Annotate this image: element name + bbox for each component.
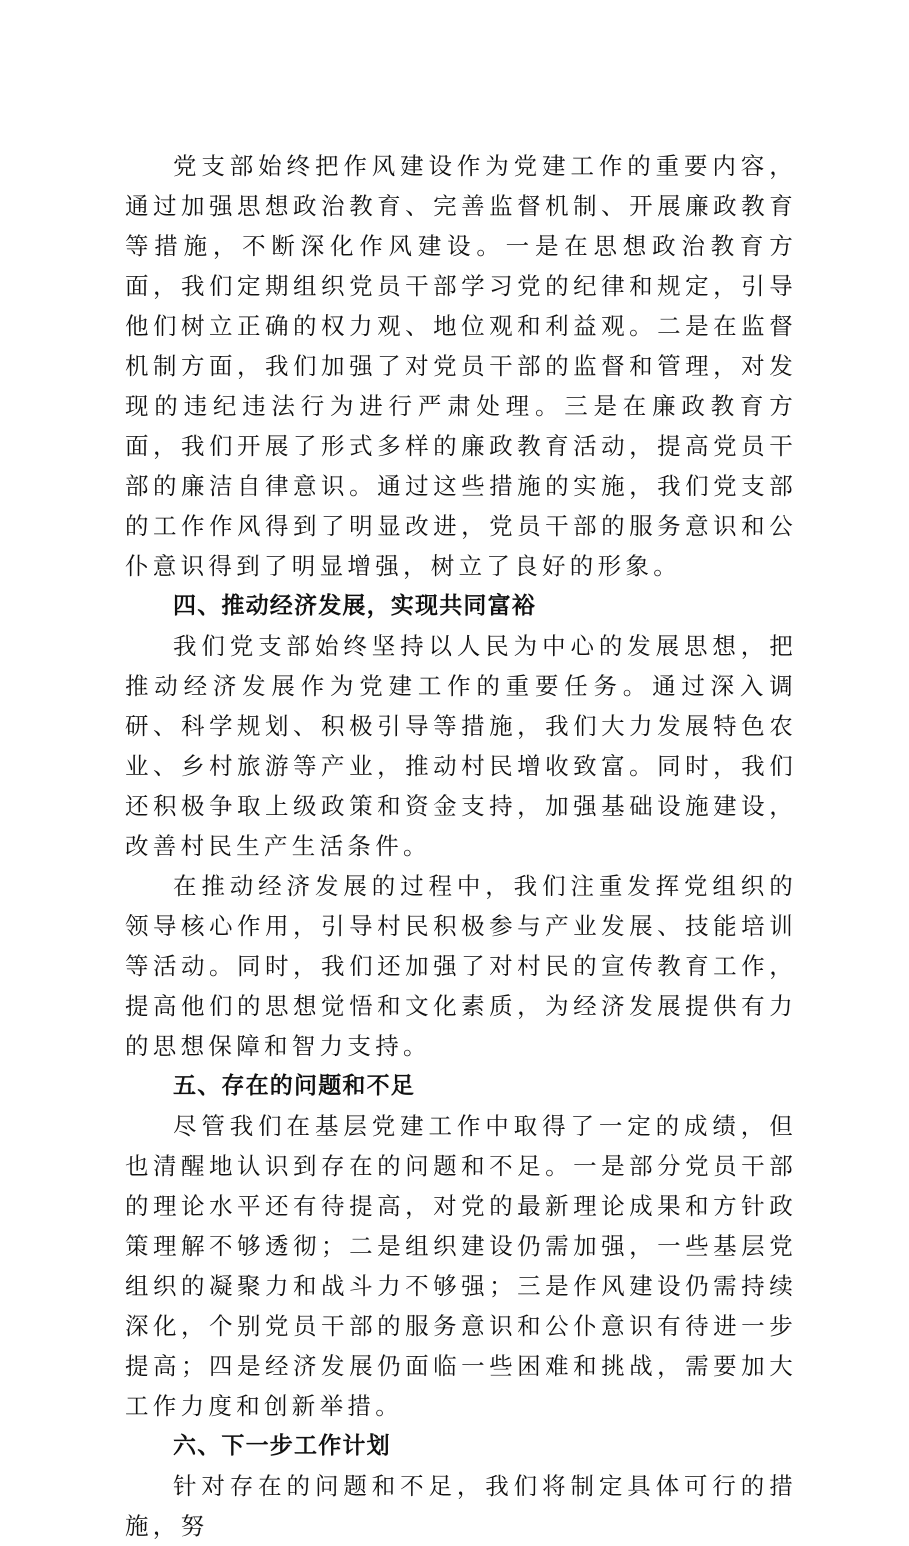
document-body <box>125 146 797 1546</box>
section-heading-6: 六、下一步工作计划 <box>173 1433 391 1459</box>
paragraph-party-leadership: 在推动经济发展的过程中，我们注重发挥党组织的领导核心作用，引导村民积极参与产业发展、技能培训等活动。同时，我们还加强了对村民的宣传教育工作，提高他们的思想觉悟和文化素质，为经济发展提供有力的思想保障和智力支持。 <box>125 872 797 1060</box>
paragraph-problems: 尽管我们在基层党建工作中取得了一定的成绩，但也清醒地认识到存在的问题和不足。一是部分党员干部的理论水平还有待提高，对党的最新理论成果和方针政策理解不够透彻；二是组织建设仍需加强，一些基层党组织的凝聚力和战斗力不够强；三是作风建设仍需持续深化，个别党员干部的服务意识和公仆意识有待进一步提高；四是经济发展仍面临一些困难和挑战，需要加大工作力度和创新举措。 <box>125 1112 797 1420</box>
section-heading-5: 五、存在的问题和不足 <box>173 1073 415 1099</box>
paragraph-next-plan: 针对存在的问题和不足，我们将制定具体可行的措施，努 <box>125 1472 797 1540</box>
paragraph-work-style: 党支部始终把作风建设作为党建工作的重要内容，通过加强思想政治教育、完善监督机制、开展廉政教育等措施，不断深化作风建设。一是在思想政治教育方面，我们定期组织党员干部学习党的纪律和规定，引导他们树立正确的权力观、地位观和利益观。二是在监督机制方面，我们加强了对党员干部的监督和管理，对发现的违纪违法行为进行严肃处理。三是在廉政教育方面，我们开展了形式多样的廉政教育活动，提高党员干部的廉洁自律意识。通过这些措施的实施，我们党支部的工作作风得到了明显改进，党员干部的服务意识和公仆意识得到了明显增强，树立了良好的形象。 <box>125 152 797 580</box>
section-heading-4: 四、推动经济发展，实现共同富裕 <box>173 593 536 619</box>
paragraph-economic-development: 我们党支部始终坚持以人民为中心的发展思想，把推动经济发展作为党建工作的重要任务。通过深入调研、科学规划、积极引导等措施，我们大力发展特色农业、乡村旅游等产业，推动村民增收致富。同时，我们还积极争取上级政策和资金支持，加强基础设施建设，改善村民生产生活条件。 <box>125 632 797 860</box>
